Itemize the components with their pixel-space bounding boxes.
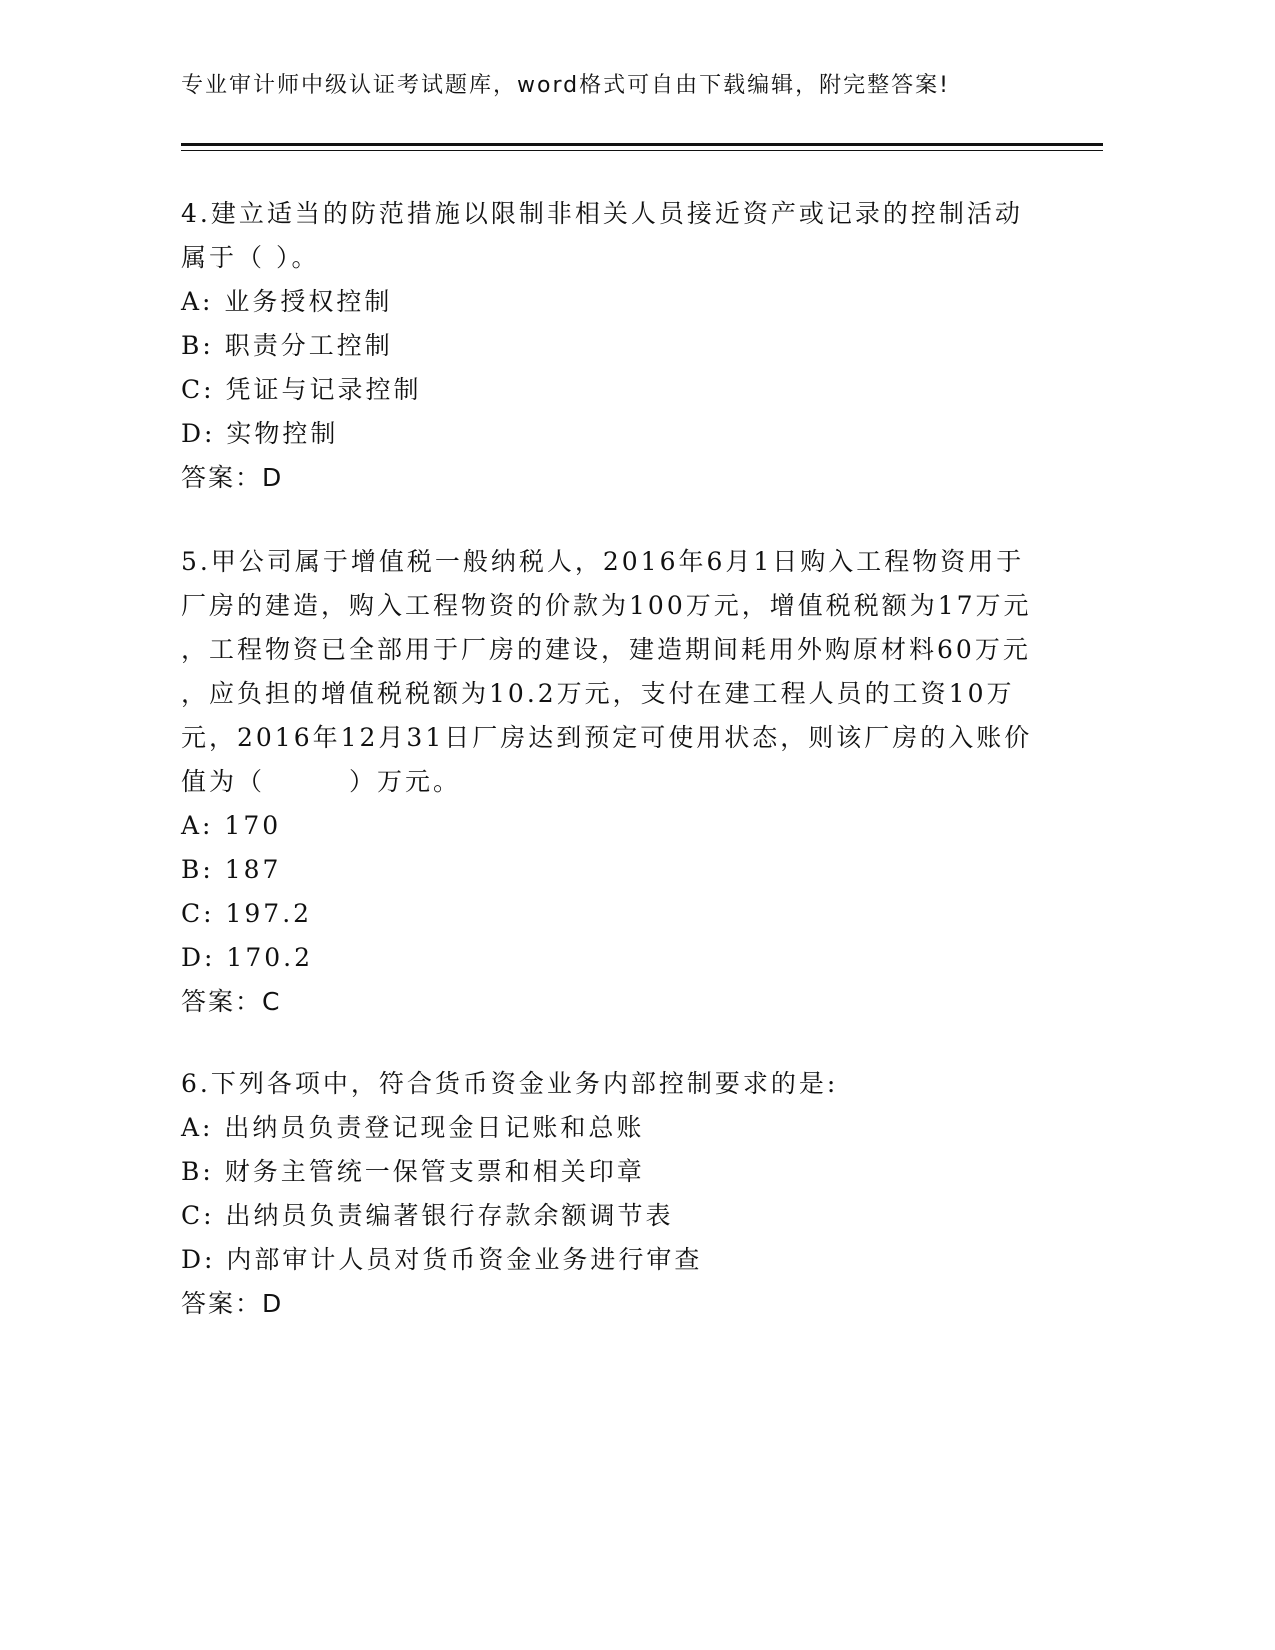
- document-header: 专业审计师中级认证考试题库，word格式可自由下载编辑，附完整答案!: [181, 73, 950, 98]
- stem-line: 5.甲公司属于增值税一般纳税人，2016年6月1日购入工程物资用于: [181, 547, 1025, 576]
- option-a: A: 出纳员负责登记现金日记账和总账: [181, 1113, 645, 1142]
- header-divider-thick: [181, 143, 1103, 146]
- option-a: A: 170: [181, 811, 282, 840]
- question-5: [181, 540, 1061, 1024]
- option-b: B: 财务主管统一保管支票和相关印章: [181, 1157, 645, 1186]
- stem-line: 属于（ ）。: [181, 243, 320, 272]
- stem-line: 4.建立适当的防范措施以限制非相关人员接近资产或记录的控制活动: [181, 199, 1023, 228]
- header-divider-thin: [181, 150, 1103, 151]
- stem-line: 值为（ ）万元。: [181, 767, 462, 796]
- option-a: A: 业务授权控制: [181, 287, 393, 316]
- option-c: C: 出纳员负责编著银行存款余额调节表: [181, 1201, 674, 1230]
- stem-line: ，工程物资已全部用于厂房的建设，建造期间耗用外购原材料60万元: [181, 635, 1031, 664]
- answer-label: 答案：D: [181, 1289, 284, 1318]
- option-c: C: 197.2: [181, 899, 313, 928]
- option-b: B: 职责分工控制: [181, 331, 393, 360]
- answer-label: 答案：C: [181, 987, 282, 1016]
- question-6: [181, 1062, 1061, 1326]
- stem-line: 元，2016年12月31日厂房达到预定可使用状态，则该厂房的入账价: [181, 723, 1033, 752]
- stem-line: 厂房的建造，购入工程物资的价款为100万元，增值税税额为17万元: [181, 591, 1032, 620]
- question-stem: [181, 192, 1061, 280]
- option-d: D: 内部审计人员对货币资金业务进行审查: [181, 1245, 703, 1274]
- question-4: [181, 192, 1061, 500]
- option-d: D: 170.2: [181, 943, 313, 972]
- option-d: D: 实物控制: [181, 419, 339, 448]
- option-c: C: 凭证与记录控制: [181, 375, 422, 404]
- answer-label: 答案：D: [181, 463, 284, 492]
- stem-line: 6.下列各项中，符合货币资金业务内部控制要求的是:: [181, 1069, 839, 1098]
- option-b: B: 187: [181, 855, 282, 884]
- question-stem: [181, 1062, 1061, 1106]
- stem-line: ，应负担的增值税税额为10.2万元，支付在建工程人员的工资10万: [181, 679, 1015, 708]
- question-stem: [181, 540, 1061, 804]
